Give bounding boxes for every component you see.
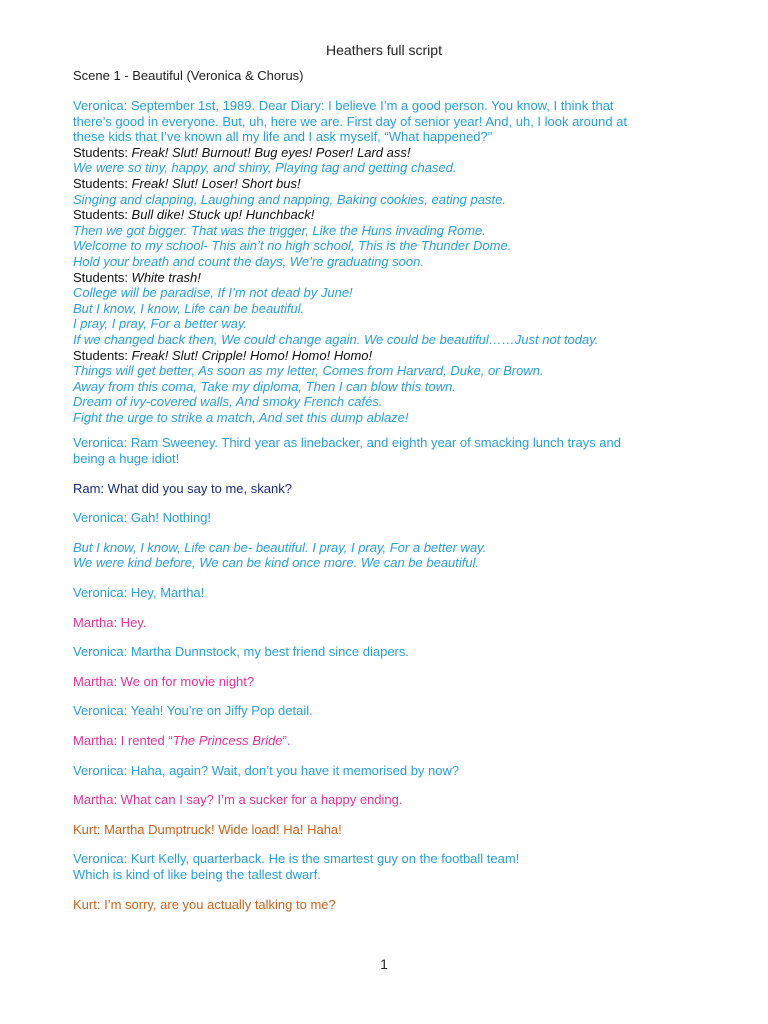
veronica-line: being a huge idiot! xyxy=(73,451,180,467)
speaker-label: Students: xyxy=(73,175,132,191)
veronica-line: Veronica: Hey, Martha! xyxy=(73,585,205,601)
ram-line: Ram: What did you say to me, skank? xyxy=(73,480,292,496)
martha-text: ”. xyxy=(282,733,291,748)
lyric-line: Singing and clapping, Laughing and napping, Baking cookies, eating paste. xyxy=(73,191,506,207)
students-text: Freak! Slut! Burnout! Bug eyes! Poser! Lard ass! xyxy=(131,144,411,160)
speaker-label: Students: xyxy=(73,269,132,285)
lyric-line: Then we got bigger. That was the trigger, Like the Huns invading Rome. xyxy=(73,222,486,238)
students-text: Bull dike! Stuck up! Hunchback! xyxy=(131,207,315,223)
lyric-line: Fight the urge to strike a match, And set this dump ablaze! xyxy=(73,409,409,425)
veronica-line: Veronica: Martha Dunnstock, my best friend since diapers. xyxy=(73,644,409,660)
lyric-line: I pray, I pray, For a better way. xyxy=(73,316,248,332)
students-line xyxy=(73,270,713,286)
lyric-line: We were kind before, We can be kind once more. We can be beautiful. xyxy=(73,555,480,571)
students-text: White trash! xyxy=(131,269,201,285)
students-line xyxy=(73,145,713,161)
page-number: 1 xyxy=(380,956,388,972)
veronica-line: Veronica: Kurt Kelly, quarterback. He is the smartest guy on the football team! xyxy=(73,851,520,867)
students-line xyxy=(73,207,713,223)
veronica-line: Veronica: Yeah! You’re on Jiffy Pop detail. xyxy=(73,703,313,719)
lyric-line: Hold your breath and count the days, We’re graduating soon. xyxy=(73,253,424,269)
martha-line xyxy=(73,733,713,749)
martha-line: Martha: What can I say? I’m a sucker for a happy ending. xyxy=(73,792,403,808)
lyric-line: But I know, I know, Life can be beautiful. xyxy=(73,300,305,316)
script-body xyxy=(73,98,713,912)
veronica-line: Veronica: September 1st, 1989. Dear Diary: I believe I’m a good person. You know, I think that xyxy=(73,98,614,113)
veronica-line: Which is kind of like being the tallest dwarf. xyxy=(73,866,321,882)
kurt-line: Kurt: Martha Dumptruck! Wide load! Ha! Haha! xyxy=(73,821,342,837)
speaker-label: Students: xyxy=(73,347,132,363)
scene-heading: Scene 1 - Beautiful (Veronica & Chorus) xyxy=(73,68,304,83)
students-text: Freak! Slut! Cripple! Homo! Homo! Homo! xyxy=(131,347,373,363)
lyric-line: Away from this coma, Take my diploma, Then I can blow this town. xyxy=(73,378,456,394)
lyric-line: College will be paradise, If I’m not dead by June! xyxy=(73,285,353,301)
lyric-line: Welcome to my school- This ain’t no high school, This is the Thunder Dome. xyxy=(73,238,512,254)
lyric-line: We were so tiny, happy, and shiny, Playing tag and getting chased. xyxy=(73,160,457,176)
speaker-label: Students: xyxy=(73,144,132,160)
veronica-line: Veronica: Haha, again? Wait, don’t you have it memorised by now? xyxy=(73,762,460,778)
veronica-line: Veronica: Ram Sweeney. Third year as linebacker, and eighth year of smacking lunch trays and xyxy=(73,435,621,451)
students-text: Freak! Slut! Loser! Short bus! xyxy=(131,175,301,191)
veronica-line: Veronica: Gah! Nothing! xyxy=(73,510,212,526)
lyric-line: If we changed back then, We could change again. We could be beautiful……Just not today. xyxy=(73,331,599,347)
veronica-line: there’s good in everyone. But, uh, here we are. First day of senior year! And, uh, I look around at xyxy=(73,113,628,129)
movie-title: The Princess Bride xyxy=(172,733,283,748)
document-title: Heathers full script xyxy=(326,42,442,58)
martha-text: Martha: I rented “ xyxy=(73,733,173,748)
martha-line: Martha: Hey. xyxy=(73,614,147,630)
speaker-label: Students: xyxy=(73,207,132,223)
lyric-line: Dream of ivy-covered walls, And smoky French cafés. xyxy=(73,394,383,410)
students-line xyxy=(73,348,713,364)
veronica-line: these kids that I’ve known all my life and I ask myself, “What happened?” xyxy=(73,129,493,145)
lyric-line: But I know, I know, Life can be- beautiful. I pray, I pray, For a better way. xyxy=(73,539,487,555)
students-line xyxy=(73,176,713,192)
lyric-line: Things will get better, As soon as my letter, Comes from Harvard, Duke, or Brown. xyxy=(73,363,544,379)
kurt-line: Kurt: I’m sorry, are you actually talking to me? xyxy=(73,896,336,912)
martha-line: Martha: We on for movie night? xyxy=(73,673,255,689)
